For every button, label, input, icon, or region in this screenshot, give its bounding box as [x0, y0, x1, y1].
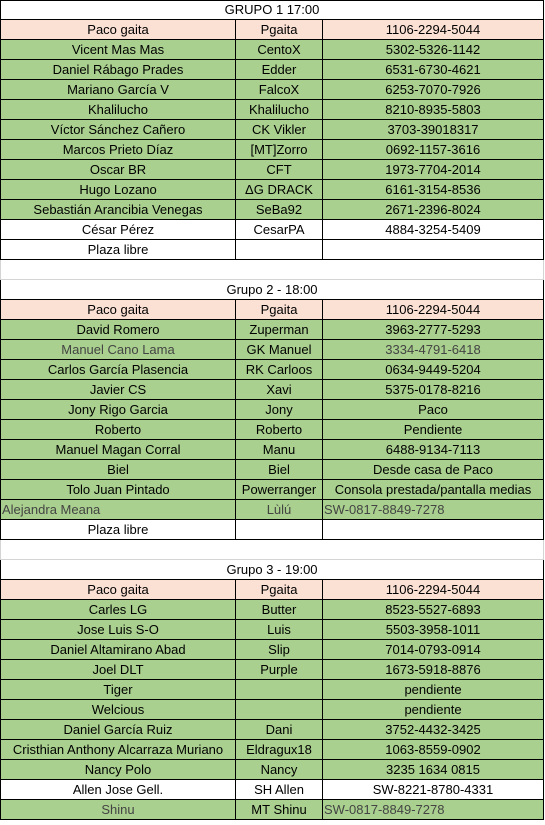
friend-code-cell[interactable]: 1673-5918-8876	[323, 660, 544, 680]
player-name-cell[interactable]: Jony Rigo Garcia	[0, 400, 236, 420]
player-name-cell[interactable]: Plaza libre	[0, 240, 236, 260]
player-name-cell[interactable]: Paco gaita	[0, 580, 236, 600]
empty-cell[interactable]	[0, 260, 544, 280]
player-name-cell[interactable]: Javier CS	[0, 380, 236, 400]
player-name-cell[interactable]: Sebastián Arancibia Venegas	[0, 200, 236, 220]
player-row	[0, 480, 545, 500]
friend-code-cell[interactable]: 5302-5326-1142	[323, 40, 544, 60]
player-name-cell[interactable]: Plaza libre	[0, 520, 236, 540]
player-name-cell[interactable]: Biel	[0, 460, 236, 480]
friend-code-cell[interactable]: 5375-0178-8216	[323, 380, 544, 400]
player-name-cell[interactable]: Tiger	[0, 680, 236, 700]
friend-code-cell[interactable]: 0692-1157-3616	[323, 140, 544, 160]
player-name-cell[interactable]: Paco gaita	[0, 300, 236, 320]
player-row	[0, 200, 545, 220]
player-name-cell[interactable]: Joel DLT	[0, 660, 236, 680]
player-name-cell[interactable]: Carlos García Plasencia	[0, 360, 236, 380]
player-nick-cell[interactable]: CesarPA	[236, 220, 323, 240]
player-row	[0, 600, 545, 620]
player-name-cell[interactable]: Khalilucho	[0, 100, 236, 120]
friend-code-cell[interactable]	[323, 520, 544, 540]
player-nick-cell[interactable]: Khalilucho	[236, 100, 323, 120]
player-row	[0, 640, 545, 660]
player-nick-cell[interactable]: Manu	[236, 440, 323, 460]
player-nick-cell[interactable]: Dani	[236, 720, 323, 740]
player-row	[0, 140, 545, 160]
group-title[interactable]: GRUPO 1 17:00	[0, 0, 544, 20]
friend-code-cell[interactable]: 6531-6730-4621	[323, 60, 544, 80]
player-nick-cell[interactable]: Pgaita	[236, 20, 323, 40]
player-row	[0, 660, 545, 680]
friend-code-cell[interactable]: SW-0817-8849-7278	[323, 500, 544, 520]
player-name-cell[interactable]: Oscar BR	[0, 160, 236, 180]
player-nick-cell[interactable]: Pgaita	[236, 580, 323, 600]
player-nick-cell[interactable]: Edder	[236, 60, 323, 80]
friend-code-cell[interactable]: Consola prestada/pantalla medias	[323, 480, 544, 500]
player-name-cell[interactable]: Nancy Polo	[0, 760, 236, 780]
player-nick-cell[interactable]: Jony	[236, 400, 323, 420]
group-title[interactable]: Grupo 3 - 19:00	[0, 560, 544, 580]
friend-code-cell[interactable]: Pendiente	[323, 420, 544, 440]
player-row	[0, 460, 545, 480]
empty-cell[interactable]	[0, 540, 544, 560]
player-name-cell[interactable]: Jose Luis S-O	[0, 620, 236, 640]
friend-code-cell[interactable]: 4884-3254-5409	[323, 220, 544, 240]
player-row	[0, 520, 545, 540]
player-row	[0, 380, 545, 400]
player-nick-cell[interactable]: Nancy	[236, 760, 323, 780]
player-nick-cell[interactable]	[236, 700, 323, 720]
player-name-cell[interactable]: Tolo Juan Pintado	[0, 480, 236, 500]
player-nick-cell[interactable]: CFT	[236, 160, 323, 180]
friend-code-cell[interactable]: 1973-7704-2014	[323, 160, 544, 180]
player-nick-cell[interactable]	[236, 240, 323, 260]
player-name-cell[interactable]: Welcious	[0, 700, 236, 720]
player-row	[0, 100, 545, 120]
player-name-cell[interactable]: Carles LG	[0, 600, 236, 620]
group-title-row	[0, 280, 545, 300]
player-row	[0, 340, 545, 360]
player-row	[0, 800, 545, 820]
friend-code-cell[interactable]: 7014-0793-0914	[323, 640, 544, 660]
friend-code-cell[interactable]: 6253-7070-7926	[323, 80, 544, 100]
player-nick-cell[interactable]: FalcoX	[236, 80, 323, 100]
empty-row	[0, 260, 545, 280]
player-nick-cell[interactable]: Pgaita	[236, 300, 323, 320]
player-row	[0, 40, 545, 60]
player-row	[0, 700, 545, 720]
friend-code-cell[interactable]: Paco	[323, 400, 544, 420]
player-nick-cell[interactable]: Biel	[236, 460, 323, 480]
player-row	[0, 740, 545, 760]
player-name-cell[interactable]: Cristhian Anthony Alcarraza Muriano	[0, 740, 236, 760]
friend-code-cell[interactable]: Desde casa de Paco	[323, 460, 544, 480]
group-title-row	[0, 560, 545, 580]
friend-code-cell[interactable]: pendiente	[323, 680, 544, 700]
friend-code-cell[interactable]: 6161-3154-8536	[323, 180, 544, 200]
player-nick-cell[interactable]: Purple	[236, 660, 323, 680]
player-name-cell[interactable]: Allen Jose Gell.	[0, 780, 236, 800]
player-row	[0, 320, 545, 340]
player-row	[0, 360, 545, 380]
player-nick-cell[interactable]: SeBa92	[236, 200, 323, 220]
player-row	[0, 500, 545, 520]
friend-code-cell[interactable]: 3334-4791-6418	[323, 340, 544, 360]
player-row	[0, 760, 545, 780]
player-nick-cell[interactable]	[236, 680, 323, 700]
player-nick-cell[interactable]: Powerranger	[236, 480, 323, 500]
player-name-cell[interactable]: Vicent Mas Mas	[0, 40, 236, 60]
group-title-row	[0, 0, 545, 20]
player-nick-cell[interactable]: SH Allen	[236, 780, 323, 800]
player-nick-cell[interactable]: GK Manuel	[236, 340, 323, 360]
player-row	[0, 720, 545, 740]
friend-code-cell[interactable]	[323, 240, 544, 260]
friend-code-cell[interactable]: 5503-3958-1011	[323, 620, 544, 640]
host-row	[0, 20, 545, 40]
friend-code-cell[interactable]: 3703-39018317	[323, 120, 544, 140]
friend-code-cell[interactable]: 1063-8559-0902	[323, 740, 544, 760]
friend-code-cell[interactable]: 3963-2777-5293	[323, 320, 544, 340]
group-title[interactable]: Grupo 2 - 18:00	[0, 280, 544, 300]
player-row	[0, 160, 545, 180]
player-nick-cell[interactable]: CK Vikler	[236, 120, 323, 140]
player-row	[0, 60, 545, 80]
friend-code-cell[interactable]: SW-0817-8849-7278	[323, 800, 544, 820]
friend-code-cell[interactable]: 1106-2294-5044	[323, 300, 544, 320]
player-row	[0, 220, 545, 240]
player-row	[0, 80, 545, 100]
player-name-cell[interactable]: Marcos Prieto Díaz	[0, 140, 236, 160]
player-nick-cell[interactable]: Xavi	[236, 380, 323, 400]
player-name-cell[interactable]: César Pérez	[0, 220, 236, 240]
friend-code-cell[interactable]: 3752-4432-3425	[323, 720, 544, 740]
player-name-cell[interactable]: David Romero	[0, 320, 236, 340]
friend-code-cell[interactable]: 1106-2294-5044	[323, 580, 544, 600]
player-row	[0, 240, 545, 260]
player-nick-cell[interactable]: Slip	[236, 640, 323, 660]
friend-code-cell[interactable]: pendiente	[323, 700, 544, 720]
player-row	[0, 420, 545, 440]
player-nick-cell[interactable]: ΔG DRACK	[236, 180, 323, 200]
friend-code-cell[interactable]: 0634-9449-5204	[323, 360, 544, 380]
player-name-cell[interactable]: Paco gaita	[0, 20, 236, 40]
player-name-cell[interactable]: Mariano García V	[0, 80, 236, 100]
player-nick-cell[interactable]	[236, 520, 323, 540]
player-name-cell[interactable]: Manuel Magan Corral	[0, 440, 236, 460]
player-name-cell[interactable]: Daniel Altamirano Abad	[0, 640, 236, 660]
player-nick-cell[interactable]: Butter	[236, 600, 323, 620]
host-row	[0, 300, 545, 320]
player-nick-cell[interactable]: Luis	[236, 620, 323, 640]
friend-code-cell[interactable]: 8210-8935-5803	[323, 100, 544, 120]
player-nick-cell[interactable]: Roberto	[236, 420, 323, 440]
player-nick-cell[interactable]: Eldragux18	[236, 740, 323, 760]
player-name-cell[interactable]: Shinu	[0, 800, 236, 820]
friend-code-cell[interactable]: 1106-2294-5044	[323, 20, 544, 40]
player-name-cell[interactable]: Alejandra Meana	[0, 500, 236, 520]
friend-code-cell[interactable]: 2671-2396-8024	[323, 200, 544, 220]
player-name-cell[interactable]: Víctor Sánchez Cañero	[0, 120, 236, 140]
player-row	[0, 120, 545, 140]
friend-code-cell[interactable]: 6488-9134-7113	[323, 440, 544, 460]
player-name-cell[interactable]: Daniel Rábago Prades	[0, 60, 236, 80]
player-name-cell[interactable]: Manuel Cano Lama	[0, 340, 236, 360]
friend-code-cell[interactable]: 3235 1634 0815	[323, 760, 544, 780]
player-name-cell[interactable]: Daniel García Ruiz	[0, 720, 236, 740]
player-name-cell[interactable]: Roberto	[0, 420, 236, 440]
player-nick-cell[interactable]: Lùlú	[236, 500, 323, 520]
host-row	[0, 580, 545, 600]
friend-code-cell[interactable]: 8523-5527-6893	[323, 600, 544, 620]
player-row	[0, 180, 545, 200]
player-row	[0, 440, 545, 460]
player-nick-cell[interactable]: Zuperman	[236, 320, 323, 340]
player-nick-cell[interactable]: RK Carloos	[236, 360, 323, 380]
player-row	[0, 400, 545, 420]
player-row	[0, 680, 545, 700]
friend-code-cell[interactable]: SW-8221-8780-4331	[323, 780, 544, 800]
player-nick-cell[interactable]: [MT]Zorro	[236, 140, 323, 160]
player-row	[0, 620, 545, 640]
empty-row	[0, 540, 545, 560]
player-row	[0, 780, 545, 800]
player-nick-cell[interactable]: CentoX	[236, 40, 323, 60]
player-nick-cell[interactable]: MT Shinu	[236, 800, 323, 820]
player-name-cell[interactable]: Hugo Lozano	[0, 180, 236, 200]
